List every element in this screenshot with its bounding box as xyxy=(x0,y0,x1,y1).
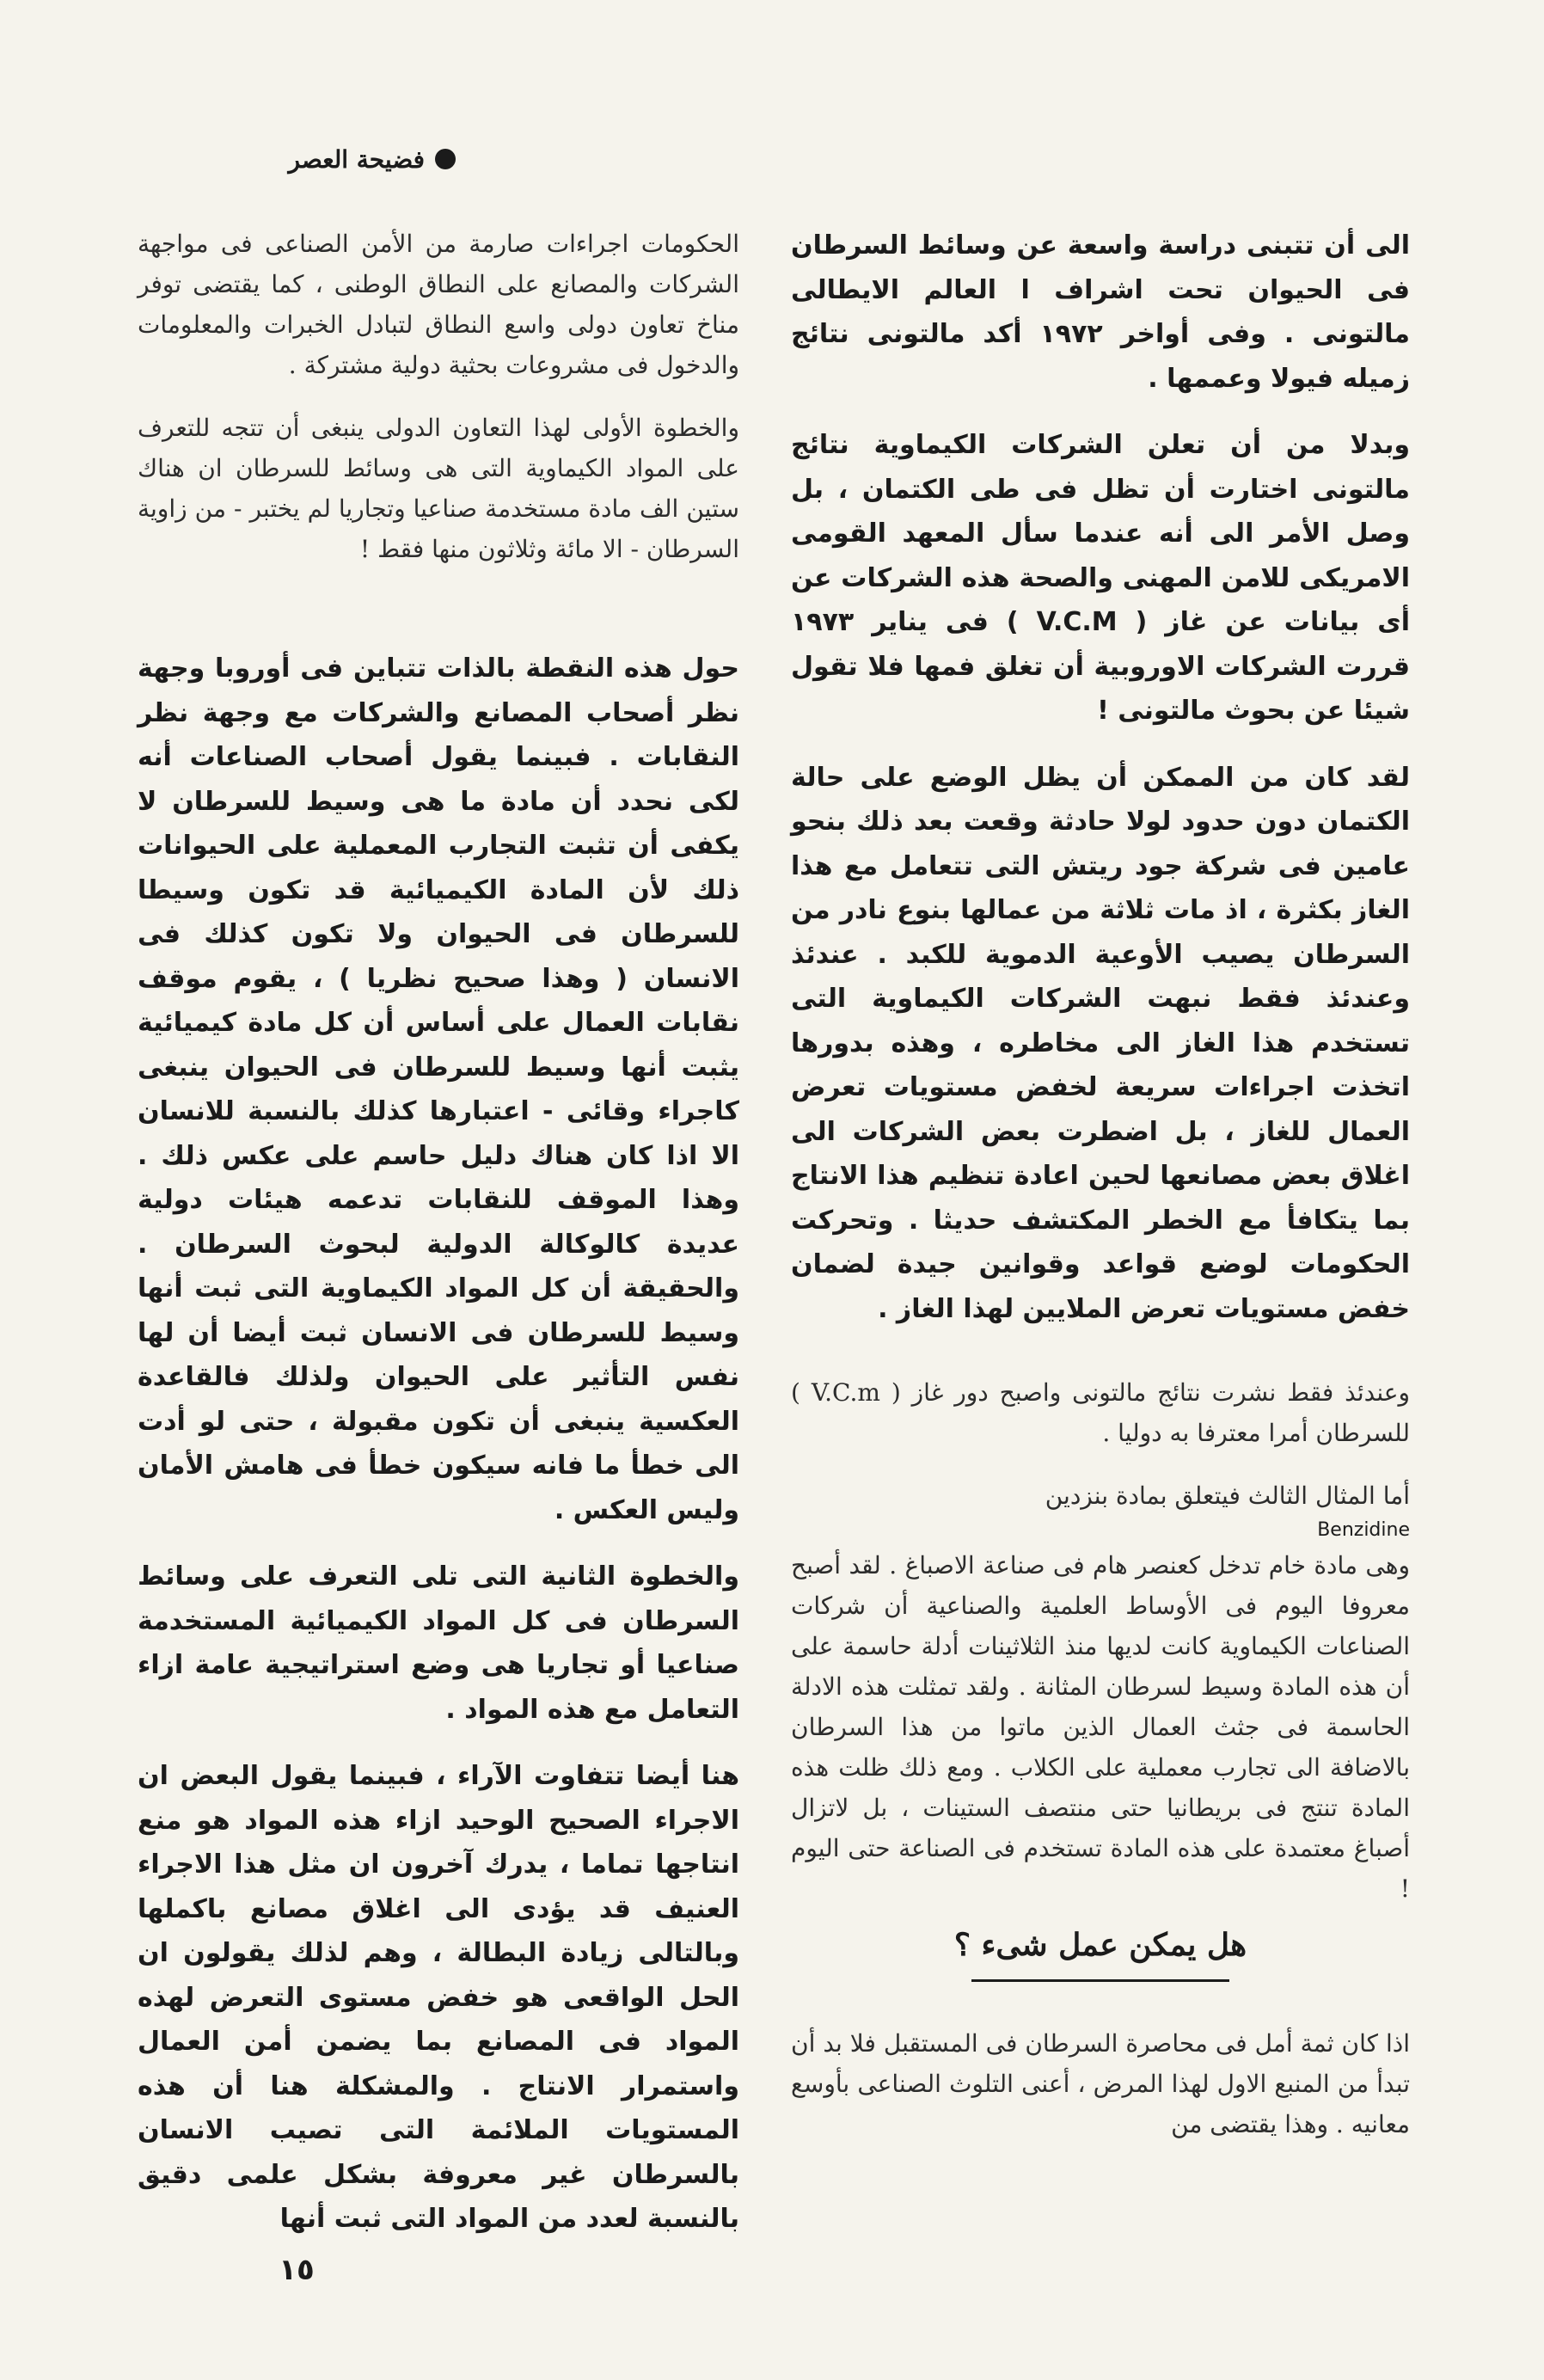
benzidine-label: Benzidine xyxy=(1317,1519,1410,1541)
header-bullet-icon xyxy=(435,149,456,169)
right-column xyxy=(791,224,1410,2144)
right-paragraph-5: أما المثال الثالث فيتعلق بمادة بنزدين xyxy=(1045,1481,1410,1510)
header-title: فضيحة العصر xyxy=(288,144,425,174)
right-paragraph-1: الى أن تتبنى دراسة واسعة عن وسائط السرطان فى الحيوان تحت اشراف ا العالم الايطالى مالتونى . وفى أواخر ١٩٧٢ أكد مالتونى نتائج زميله فيولا وعممها . xyxy=(791,230,1410,394)
left-paragraph-5: هنا أيضا تتفاوت الآراء ، فبينما يقول البعض ان الاجراء الصحيح الوحيد ازاء هذه المواد هو منع انتاجها تماما ، يدرك آخرون ان مثل هذا الاجراء العنيف قد يؤدى الى اغلاق مصانع باكملها وبالتالى زيادة البطالة ، وهم لذلك يقولون ان الحل الواقعى هو خفض مستوى التعرض لهذه المواد فى المصانع بما يضمن أمن العمال واستمرار الانتاج . والمشكلة هنا أن هذه المستويات الملائمة التى تصيب الانسان بالسرطان غير معروفة بشكل علمى دقيق بالنسبة لعدد من المواد التى ثبت أنها xyxy=(138,1761,739,2234)
page-number: ١٥ xyxy=(279,2253,315,2287)
right-paragraph-4: وعندئذ فقط نشرت نتائج مالتونى واصبح دور غاز ( V.C.m ) للسرطان أمرا معترفا به دوليا . xyxy=(791,1378,1411,1447)
left-paragraph-3: حول هذه النقطة بالذات تتباين فى أوروبا وجهة نظر أصحاب المصانع والشركات مع وجهة نظر النقابات . فبينما يقول أصحاب الصناعات أنه لكى نحدد أن مادة ما هى وسيط للسرطان لا يكفى أن تثبت التجارب المعملية على الحيوانات ذلك لأن المادة الكيميائية قد تكون وسيطا للسرطان فى الحيوان ولا تكون كذلك فى الانسان ( وهذا صحيح نظريا ) ، يقوم موقف نقابات العمال على أساس أن كل مادة كيميائية يثبت أنها وسيط للسرطان فى الحيوان ينبغى كاجراء وقائى - اعتبارها كذلك بالنسبة للانسان الا اذا كان هناك دليل حاسم على عكس ذلك . وهذا الموقف للنقابات تدعمه هيئات دولية عديدة كالوكالة الدولية لبحوث السرطان . والحقيقة أن كل المواد الكيماوية التى ثبت أنها وسيط للسرطان فى الانسان ثبت أيضا أن لها نفس التأثير على الحيوان ولذلك فالقاعدة العكسية ينبغى أن تكون مقبولة ، حتى لو أدت الى خطأ ما فانه سيكون خطأ فى هامش الأمان وليس العكس . xyxy=(138,653,739,1525)
right-paragraph-6: وهى مادة خام تدخل كعنصر هام فى صناعة الاصباغ . لقد أصبح معروفا اليوم فى الأوساط العلمية والصناعية أن شركات الصناعات الكيماوية كانت لديها منذ الثلاثينات أدلة حاسمة على أن هذه المادة وسيط لسرطان المثانة . ولقد تمثلت هذه الادلة الحاسمة فى جثث العمال الذين ماتوا من هذا السرطان بالاضافة الى تجارب معملية على الكلاب . ومع ذلك ظلت هذه المادة تنتج فى بريطانيا حتى منتصف الستينات ، بل لاتزال أصباغ معتمدة على هذه المادة تستخدم فى الصناعة حتى اليوم ! xyxy=(791,1551,1410,1903)
section-subheading: هل يمكن عمل شىء ؟ xyxy=(953,1927,1247,1963)
right-paragraph-3: لقد كان من الممكن أن يظل الوضع على حالة الكتمان دون حدود لولا حادثة وقعت بعد ذلك بنحو عامين فى شركة جود ريتش التى تتعامل مع هذا الغاز بكثرة ، اذ مات ثلاثة من عمالها بنوع نادر من السرطان يصيب الأوعية الدموية للكبد . عندئذ وعندئذ فقط نبهت الشركات الكيماوية التى تستخدم هذا الغاز الى مخاطره ، وهذه بدورها اتخذت اجراءات سريعة لخفض مستويات تعرض العمال للغاز ، بل اضطرت بعض الشركات الى اغلاق بعض مصانعها لحين اعادة تنظيم هذا الانتاج بما يتكافأ مع الخطر المكتشف حديثا . وتحركت الحكومات لوضع قواعد وقوانين جيدة لضمان خفض مستويات تعرض الملايين لهذا الغاز . xyxy=(791,762,1410,1324)
left-paragraph-4: والخطوة الثانية التى تلى التعرف على وسائط السرطان فى كل المواد الكيميائية المستخدمة صناعيا أو تجاريا هى وضع استراتيجية عامة ازاء التعامل مع هذه المواد . xyxy=(138,1561,739,1725)
left-paragraph-1: الحكومات اجراءات صارمة من الأمن الصناعى فى مواجهة الشركات والمصانع على النطاق الوطنى ، كما يقتضى توفر مناخ تعاون دولى واسع النطاق لتبادل الخبرات والمعلومات والدخول فى مشروعات بحثية دولية مشتركة . xyxy=(138,230,739,379)
right-paragraph-2: وبدلا من أن تعلن الشركات الكيماوية نتائج مالتونى اختارت أن تظل فى طى الكتمان ، بل وصل الأمر الى أنه عندما سأل المعهد القومى الامريكى للامن المهنى والصحة هذه الشركات عن أى بيانات عن غاز ( V.C.M ) فى يناير ١٩٧٣ قررت الشركات الاوروبية أن تغلق فمها فلا تقول شيئا عن بحوث مالتونى ! xyxy=(791,430,1411,726)
left-paragraph-2: والخطوة الأولى لهذا التعاون الدولى ينبغى أن تتجه للتعرف على المواد الكيماوية التى هى وسائط للسرطان ان هناك ستين الف مادة مستخدمة صناعيا وتجاريا لم يختبر - من زاوية السرطان - الا مائة وثلاثون منها فقط ! xyxy=(138,414,739,563)
running-header xyxy=(284,138,456,181)
left-column xyxy=(138,224,739,2242)
right-paragraph-7: اذا كان ثمة أمل فى محاصرة السرطان فى المستقبل فلا بد أن تبدأ من المنبع الاول لهذا المرض ، أعنى التلوث الصناعى بأوسع معانيه . وهذا يقتضى من xyxy=(791,2029,1410,2138)
